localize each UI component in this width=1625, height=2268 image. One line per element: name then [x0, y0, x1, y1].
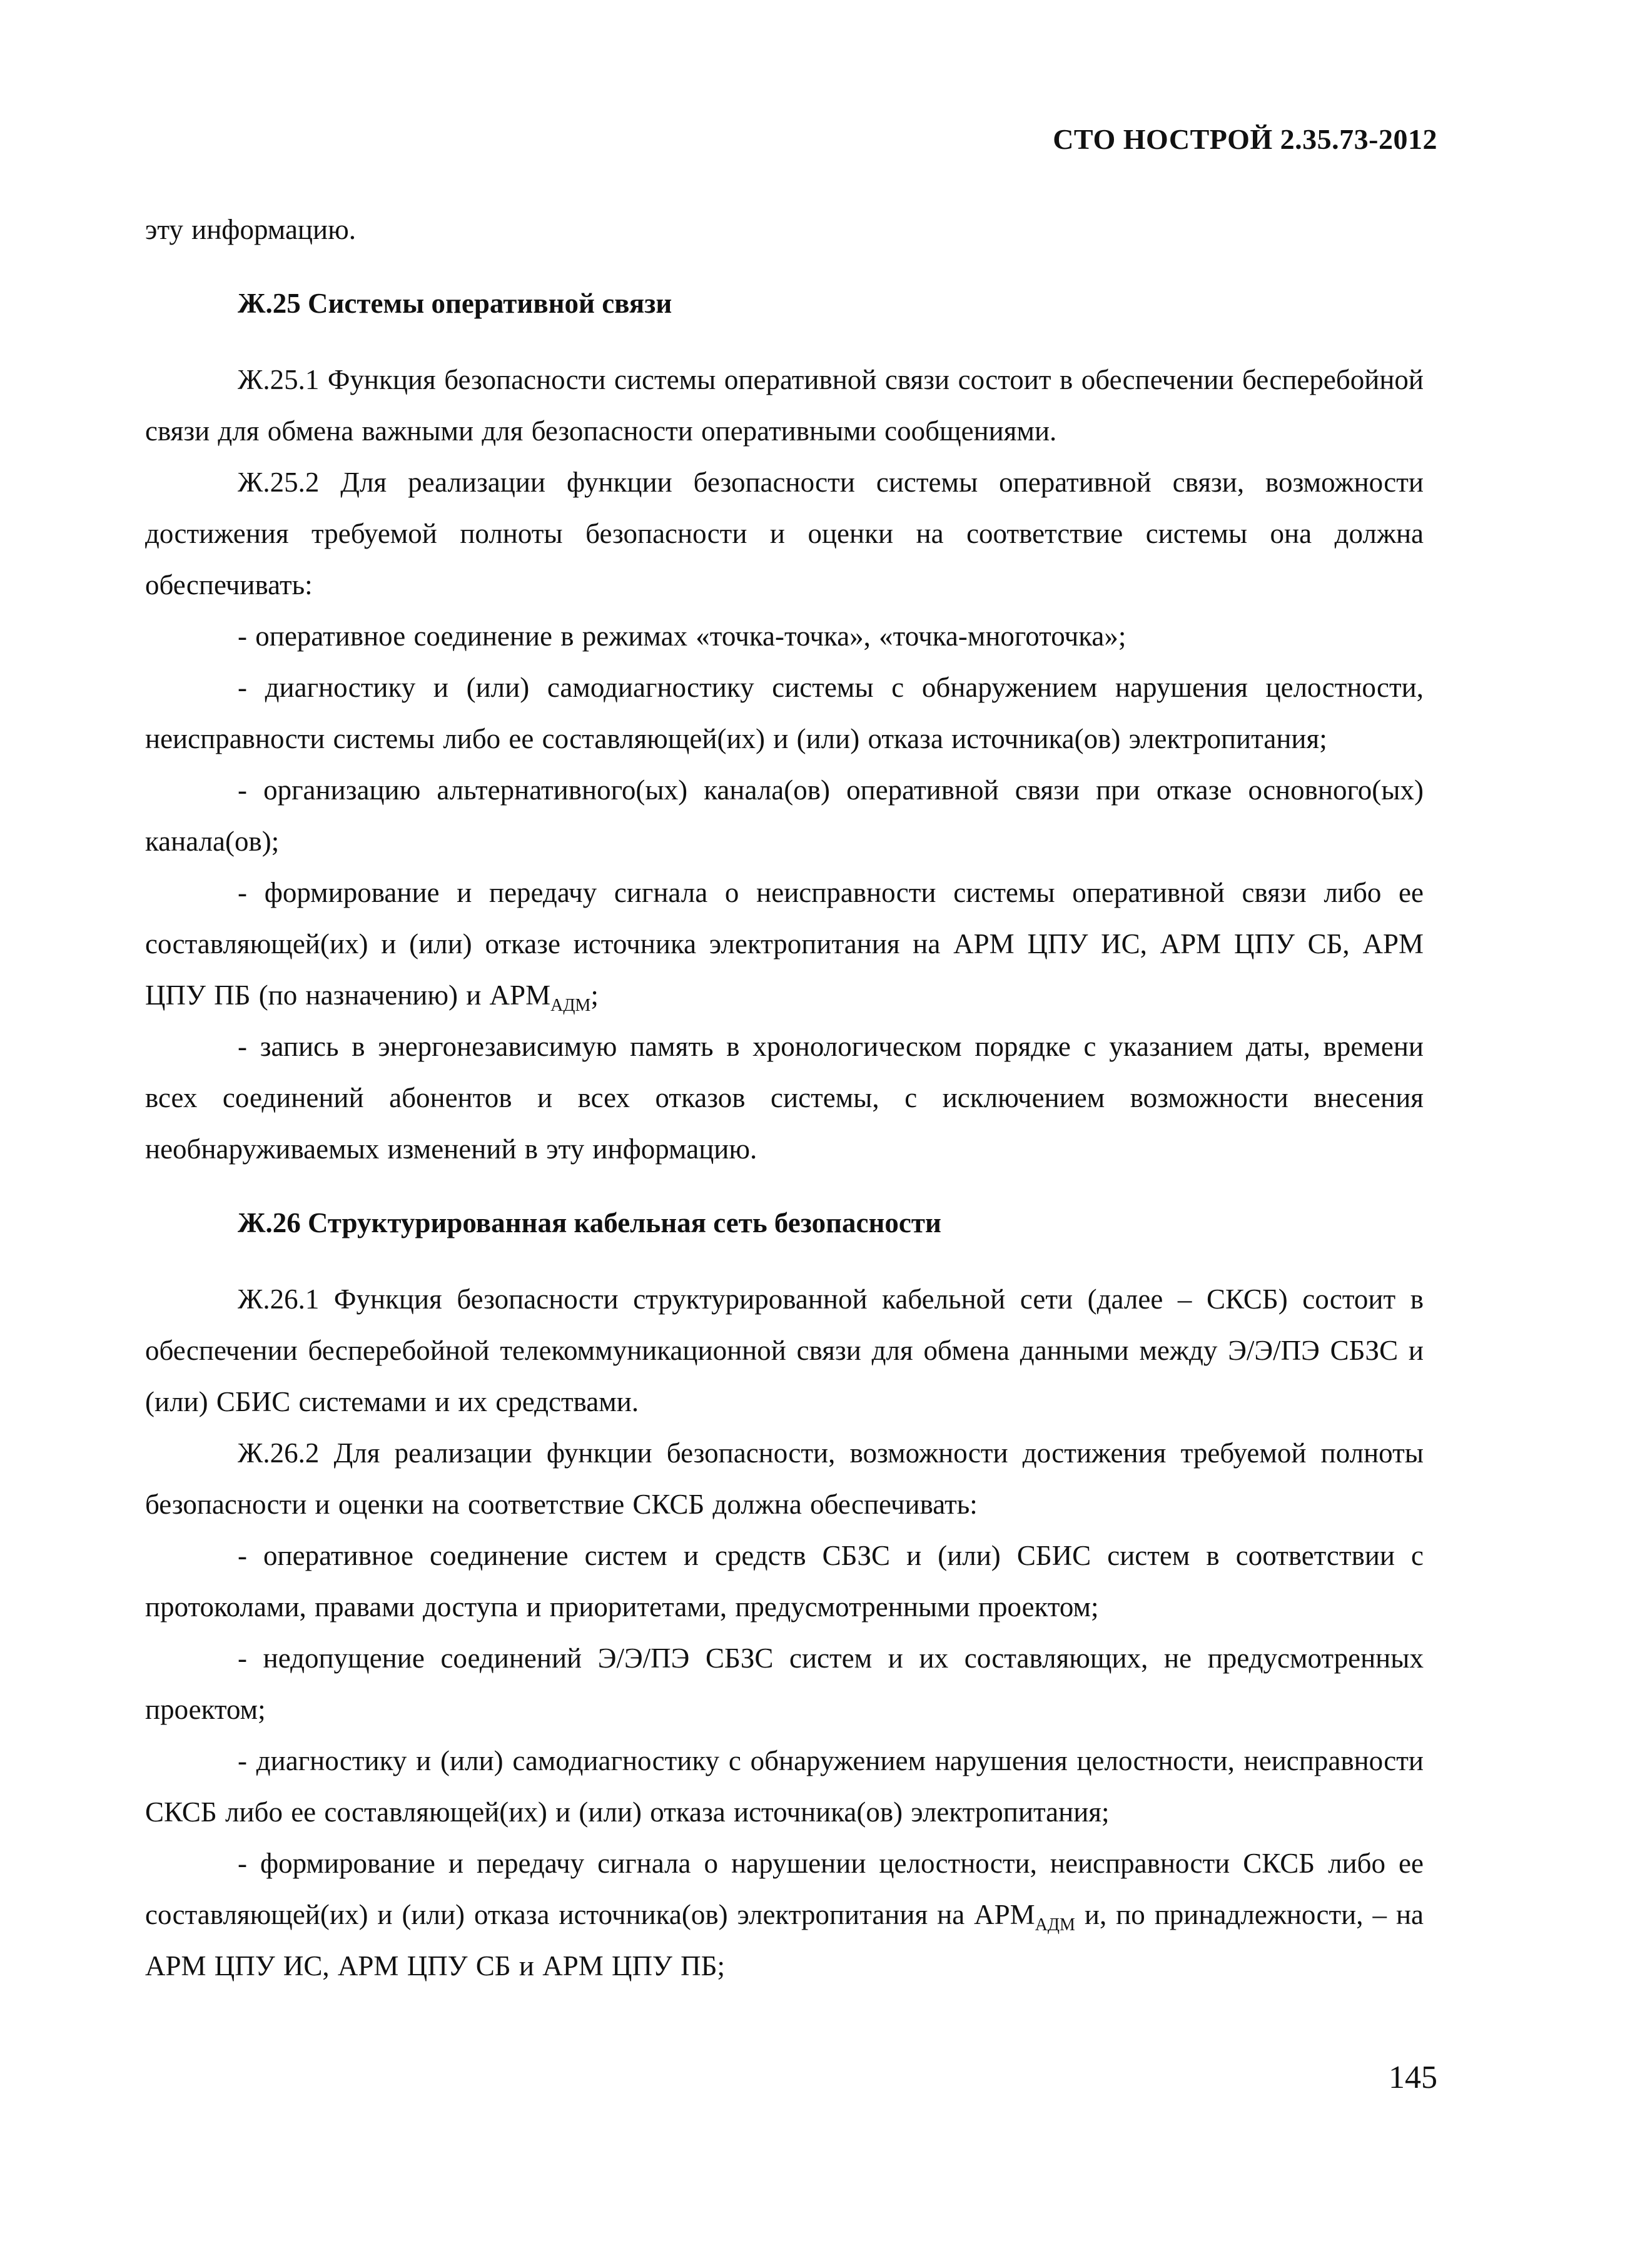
document-code: СТО НОСТРОЙ 2.35.73-2012 [1053, 123, 1437, 155]
subscript-adm: АДМ [550, 996, 591, 1015]
list-item-zh25-3: - организацию альтернативного(ых) канала(ов) оперативной связи при отказе основного(ых) канала(ов); [145, 774, 1424, 857]
section-heading-zh26: Ж.26 Структурированная кабельная сеть безопасности [238, 1207, 941, 1238]
list-item-zh25-5: - запись в энергонезависимую память в хронологическом порядке с указанием даты, времени всех соединений абонентов и всех отказов системы, с исключением возможности внесения необнаруживаемых изменений в эту информацию. [145, 1031, 1424, 1165]
list-item-zh26-2: - недопущение соединений Э/Э/ПЭ СБЗС систем и их составляющих, не предусмотренных проектом; [145, 1643, 1424, 1725]
list-item-zh26-1: - оперативное соединение систем и средств СБЗС и (или) СБИС систем в соответствии с протоколами, правами доступа и приоритетами, предусмотренными проектом; [145, 1540, 1424, 1623]
list-item-zh26-3: - диагностику и (или) самодиагностику с обнаружением нарушения целостности, неисправности СКСБ либо ее составляющей(их) и (или) отказа источника(ов) электропитания; [145, 1745, 1424, 1828]
list-item-zh25-2: - диагностику и (или) самодиагностику системы с обнаружением нарушения целостности, неисправности системы либо ее составляющей(их) и (или) отказа источника(ов) электропитания; [145, 672, 1424, 754]
paragraph-zh25-1: Ж.25.1 Функция безопасности системы оперативной связи состоит в обеспечении бесперебойной связи для обмена важными для безопасности оперативными сообщениями. [145, 364, 1424, 447]
list-item-text: - формирование и передачу сигнала о нарушении целостности, неисправности СКСБ либо ее составляющей(их) и (или) отказа источника(ов) электропитания на АРМ [145, 1848, 1424, 1930]
paragraph-zh26-1: Ж.26.1 Функция безопасности структурированной кабельной сети (далее – СКСБ) состоит в обеспечении бесперебойной телекоммуникационной связи для обмена данными между Э/Э/ПЭ СБЗС и (или) СБИС системами и их средствами. [145, 1283, 1424, 1417]
list-item-text-end: и, по принадлежности, – на АРМ ЦПУ ИС, АРМ ЦПУ СБ и АРМ ЦПУ ПБ; [145, 1899, 1424, 1982]
page-number: 145 [1389, 2060, 1437, 2095]
paragraph-zh25-2: Ж.25.2 Для реализации функции безопасности системы оперативной связи, возможности достижения требуемой полноты безопасности и оценки на соответствие системы она должна обеспечивать: [145, 467, 1424, 600]
document-body [145, 204, 1424, 1992]
list-item-zh25-4 [145, 867, 1424, 1021]
list-item-text: - формирование и передачу сигнала о неисправности системы оперативной связи либо ее составляющей(их) и (или) отказе источника электропитания на АРМ ЦПУ ИС, АРМ ЦПУ СБ, АРМ ЦПУ ПБ (по назначению) и АРМ [145, 877, 1424, 1011]
list-item-text-end: ; [590, 980, 599, 1011]
section-heading-zh25: Ж.25 Системы оперативной связи [238, 288, 672, 319]
paragraph-zh26-2: Ж.26.2 Для реализации функции безопасности, возможности достижения требуемой полноты безопасности и оценки на соответствие СКСБ должна обеспечивать: [145, 1437, 1424, 1520]
list-item-zh26-4 [145, 1838, 1424, 1992]
subscript-adm: АДМ [1035, 1915, 1075, 1935]
list-item-zh25-1: - оперативное соединение в режимах «точка-точка», «точка-многоточка»; [238, 620, 1126, 652]
paragraph-continuation: эту информацию. [145, 214, 356, 245]
